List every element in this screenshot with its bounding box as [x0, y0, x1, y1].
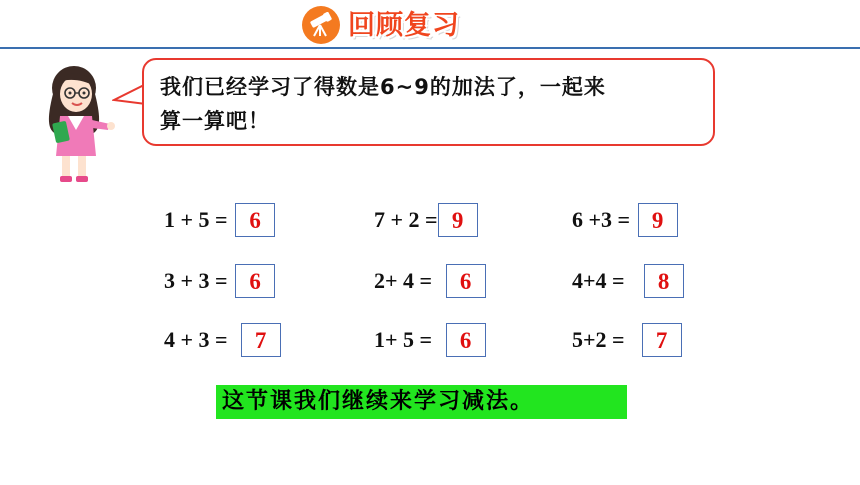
speech-bubble-tail: [112, 80, 146, 110]
speech-line-1: 我们已经学习了得数是6~9的加法了，一起来: [160, 75, 606, 99]
equation-expression: 1 + 5 =: [164, 207, 234, 232]
equation-row3-col2: [374, 322, 486, 358]
equation-row2-col2: [374, 263, 486, 299]
equation-row2-col1: [164, 263, 275, 299]
equation-row2-col3: [572, 263, 684, 299]
equation-row3-col1: [164, 322, 281, 358]
answer-box: 9: [638, 203, 678, 237]
section-title: 回顾复习: [348, 10, 460, 41]
answer-box: 6: [446, 323, 486, 357]
equation-expression: 1+ 5 =: [374, 327, 438, 352]
lesson-banner: 这节课我们继续来学习减法。: [216, 385, 627, 419]
equation-row1-col2: [374, 202, 478, 238]
answer-box: 7: [241, 323, 281, 357]
equation-row1-col3: [572, 202, 678, 238]
equation-expression: 4+4 =: [572, 268, 636, 293]
answer-box: 8: [644, 264, 684, 298]
answer-box: 6: [235, 203, 275, 237]
answer-box: 7: [642, 323, 682, 357]
telescope-icon: [302, 6, 340, 44]
equation-expression: 4 + 3 =: [164, 327, 239, 352]
teacher-illustration: [32, 60, 122, 188]
answer-box: 6: [235, 264, 275, 298]
header-bar: [0, 0, 860, 52]
speech-line-2: 算一算吧！: [160, 109, 270, 133]
equation-expression: 6 +3 =: [572, 207, 636, 232]
equation-row3-col3: [572, 322, 682, 358]
answer-box: 9: [438, 203, 478, 237]
header-divider: [0, 47, 860, 49]
equation-expression: 3 + 3 =: [164, 268, 234, 293]
speech-bubble: [142, 58, 715, 146]
equation-expression: 5+2 =: [572, 327, 636, 352]
equation-expression: 7 + 2 =: [374, 207, 438, 232]
equation-row1-col1: [164, 202, 275, 238]
equation-expression: 2+ 4 =: [374, 268, 438, 293]
answer-box: 6: [446, 264, 486, 298]
